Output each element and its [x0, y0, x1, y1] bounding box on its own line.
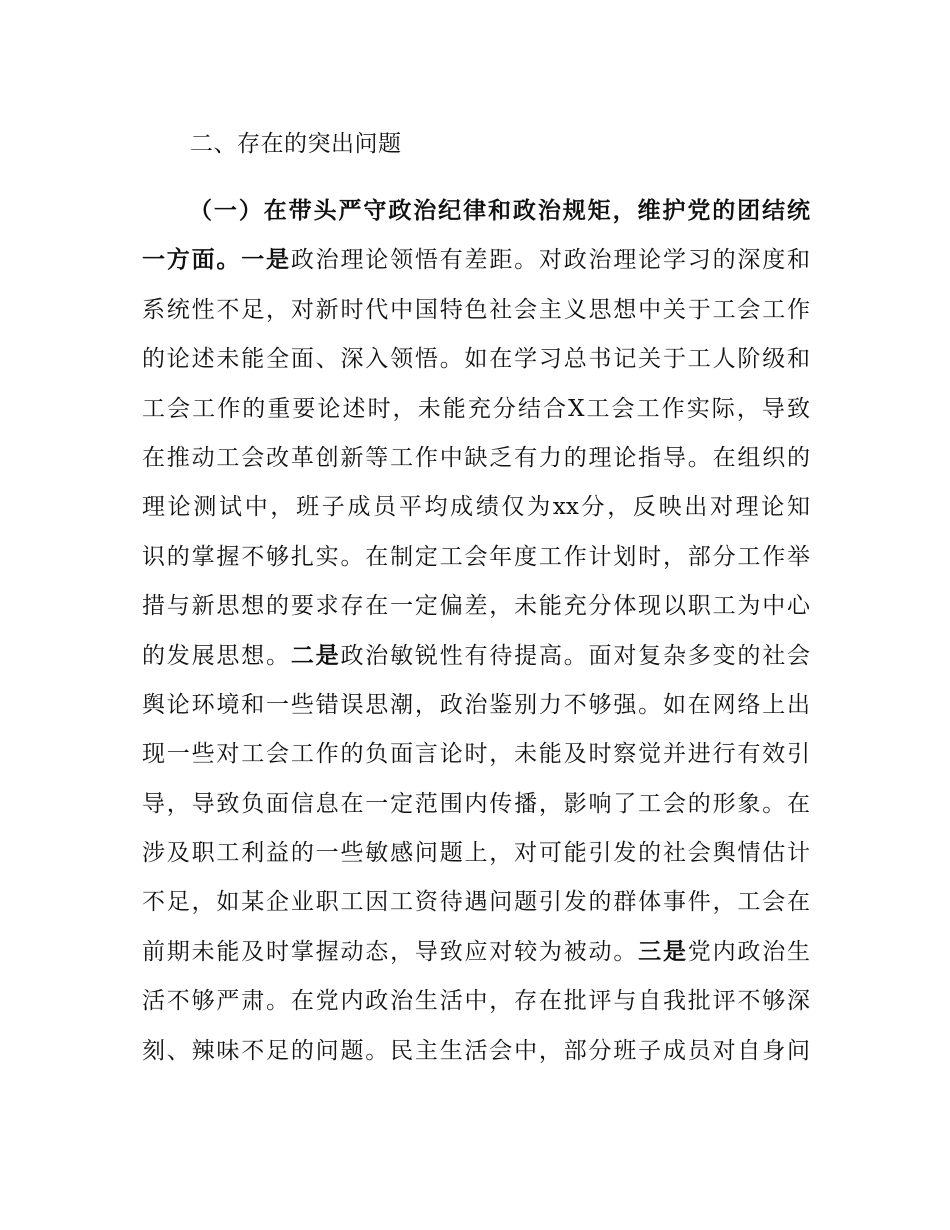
paragraph-line [142, 533, 810, 582]
text-segment: 在推动工会改革创新等工作中缺乏有力的理论指导。在组织的 [142, 444, 810, 471]
paragraph-line [142, 335, 810, 384]
bold-text-segment: 二是 [290, 642, 341, 669]
paragraph-line [142, 878, 810, 927]
paragraph-line [142, 1027, 810, 1076]
paragraph-line [142, 582, 810, 631]
text-segment: 党内政治生 [687, 938, 811, 965]
text-segment: 系统性不足，对新时代中国特色社会主义思想中关于工会工作 [142, 296, 810, 323]
paragraph-line [142, 977, 810, 1026]
text-segment: 舆论环境和一些错误思潮，政治鉴别力不够强。如在网络上出 [142, 691, 810, 718]
text-segment: 理论测试中，班子成员平均成绩仅为xx分，反映出对理论知 [142, 494, 810, 521]
paragraph-line [142, 780, 810, 829]
text-segment: 活不够严肃。在党内政治生活中，存在批评与自我批评不够深 [142, 988, 810, 1015]
bold-text-segment: 一方面。 [142, 247, 242, 274]
text-segment: 前期未能及时掌握动态，导致应对较为被动。 [142, 938, 639, 965]
bold-text-segment: （一）在带头严守政治纪律和政治规矩，维护党的团结统 [189, 198, 810, 224]
paragraph-line [142, 434, 810, 483]
paragraph-line [142, 829, 810, 878]
text-segment: 政治理论领悟有差距。对政治理论学习的深度和 [290, 247, 811, 274]
text-segment: 政治敏锐性有待提高。面对复杂多变的社会 [340, 642, 811, 669]
text-segment: 识的掌握不够扎实。在制定工会年度工作计划时，部分工作举 [142, 543, 810, 570]
text-segment: 不足，如某企业职工因工资待遇问题引发的群体事件，工会在 [142, 889, 810, 916]
paragraph-line [142, 187, 810, 236]
bold-text-segment: 三是 [638, 938, 688, 965]
text-segment: 的论述未能全面、深入领悟。如在学习总书记关于工人阶级和 [142, 346, 810, 373]
text-segment: 工会工作的重要论述时，未能充分结合X工会工作实际，导致 [142, 395, 810, 422]
section-heading: 二、存在的突出问题 [190, 131, 402, 157]
paragraph-line [142, 928, 810, 977]
text-segment: 措与新思想的要求存在一定偏差，未能充分体现以职工为中心 [142, 593, 810, 620]
paragraph-line [142, 681, 810, 730]
text-segment: 刻、辣味不足的问题。民主生活会中，部分班子成员对自身问 [142, 1037, 810, 1064]
paragraph-line [142, 286, 810, 335]
text-segment: 导，导致负面信息在一定范围内传播，影响了工会的形象。在 [142, 790, 810, 817]
paragraph-line [142, 632, 810, 681]
text-segment: 的发展思想。 [142, 642, 291, 669]
paragraph-line [142, 730, 810, 779]
bold-text-segment: 一是 [241, 247, 291, 274]
paragraph-line [142, 483, 810, 532]
text-segment: 涉及职工利益的一些敏感问题上，对可能引发的社会舆情估计 [142, 840, 810, 867]
paragraph-line [142, 236, 810, 285]
body-paragraph [142, 187, 810, 1076]
paragraph-line [142, 385, 810, 434]
text-segment: 现一些对工会工作的负面言论时，未能及时察觉并进行有效引 [142, 741, 810, 768]
